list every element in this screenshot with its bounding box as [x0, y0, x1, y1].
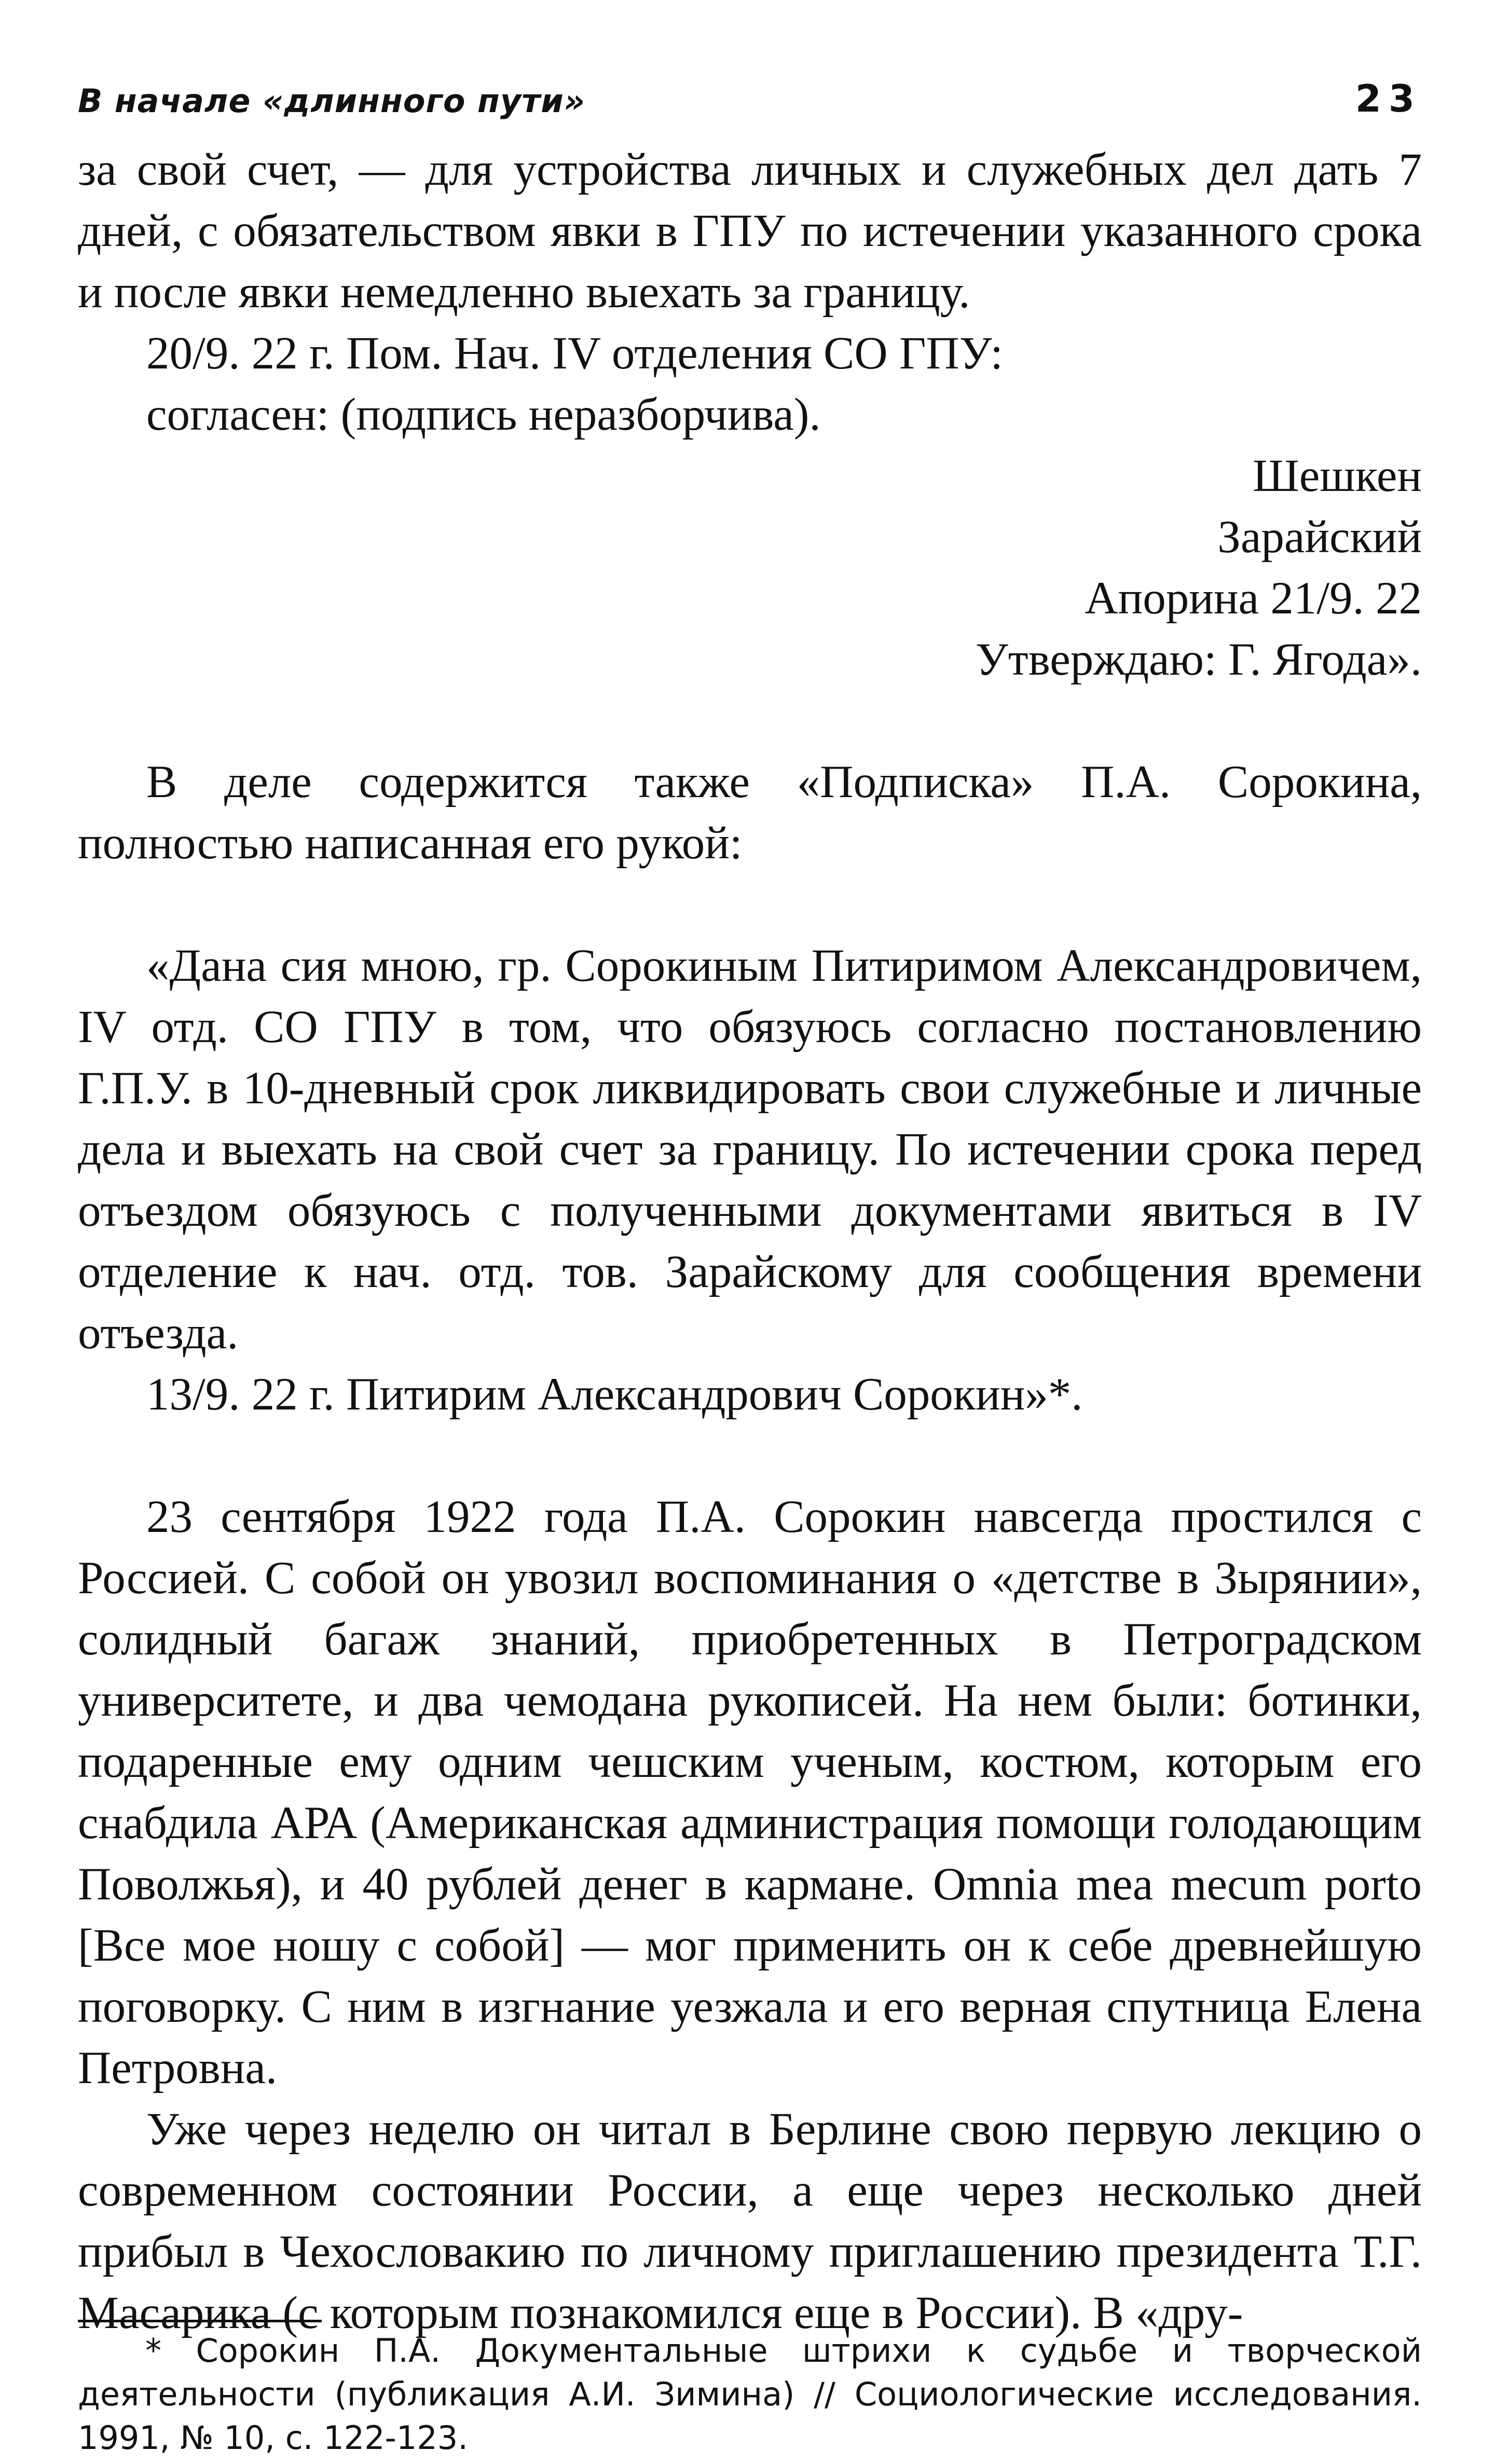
page-header [78, 77, 1422, 134]
signature-block [78, 445, 1422, 690]
signature-line: Шешкен [1253, 450, 1422, 501]
page-number: 23 [1355, 77, 1422, 120]
footnote: * Сорокин П.А. Документальные штрихи к судьбе и творческой деятельности (публикация А.И. Зимина) // Социологические исследования. 1991, № 10, с. 122-123. [78, 2332, 1422, 2457]
signature-line: Апорина 21/9. 22 [1085, 573, 1422, 624]
paragraph-resolution-date: 20/9. 22 г. Пом. Нач. IV отделения СО ГПУ: [146, 328, 1004, 379]
paragraph-pledge-quote: «Дана сия мною, гр. Сорокиным Питиримом Александровичем, IV отд. СО ГПУ в том, что обязуюсь согласно постановлению Г.П.У. в 10-дневный срок ликвидировать свои служебные и личные дела и выехать на свой счет за границу. По истечении срока перед отъездом обязуюсь с полученными документами явиться в IV отделение к нач. отд. тов. Зарайскому для сообщения времени отъезда. [78, 940, 1422, 1359]
paragraph-departure: 23 сентября 1922 года П.А. Сорокин навсегда простился с Россией. С собой он увозил воспоминания о «детстве в Зырянии», солидный багаж знаний, приобретенных в Петроградском университете, и два чемодана рукописей. На нем были: ботинки, подаренные ему одним чешским ученым, костюм, которым его снабдила АРА (Американская администрация помощи голодающим Поволжья), и 40 рублей денег в кармане. Omnia mea mecum porto [Все мое ношу с собой] — мог применить он к себе древнейшую поговорку. С ним в изгнание уезжала и его верная спутница Елена Петровна. [78, 1491, 1422, 2093]
signature-line: Утверждаю: Г. Ягода». [975, 634, 1422, 685]
paragraph-file-contents: В деле содержится также «Подписка» П.А. Сорокина, полностью написанная его рукой: [78, 757, 1422, 869]
running-head: В начале «длинного пути» [78, 82, 585, 120]
paragraph-continuation: за свой счет, — для устройства личных и служебных дел дать 7 дней, с обязательством явки в ГПУ по истечении указанного срока и после явки немедленно выехать за границу. [78, 144, 1422, 318]
footnote-divider [78, 2320, 322, 2322]
paragraph-berlin-lecture: Уже через неделю он читал в Берлине свою первую лекцию о современном состоянии России, а еще через несколько дней прибыл в Чехословакию по личному приглашению президента Т.Г. Масарика (с которым познакомился еще в России). В «дру- [78, 2104, 1422, 2338]
paragraph-agreement: согласен: (подпись неразборчива). [146, 389, 821, 440]
paragraph-gap [78, 1425, 1422, 1486]
paragraph-gap [78, 874, 1422, 935]
main-text [78, 139, 1422, 2344]
paragraph-pledge-signature: 13/9. 22 г. Питирим Александрович Сорокин»*. [146, 1369, 1083, 1420]
signature-line: Зарайский [1217, 512, 1422, 563]
paragraph-gap [78, 690, 1422, 751]
